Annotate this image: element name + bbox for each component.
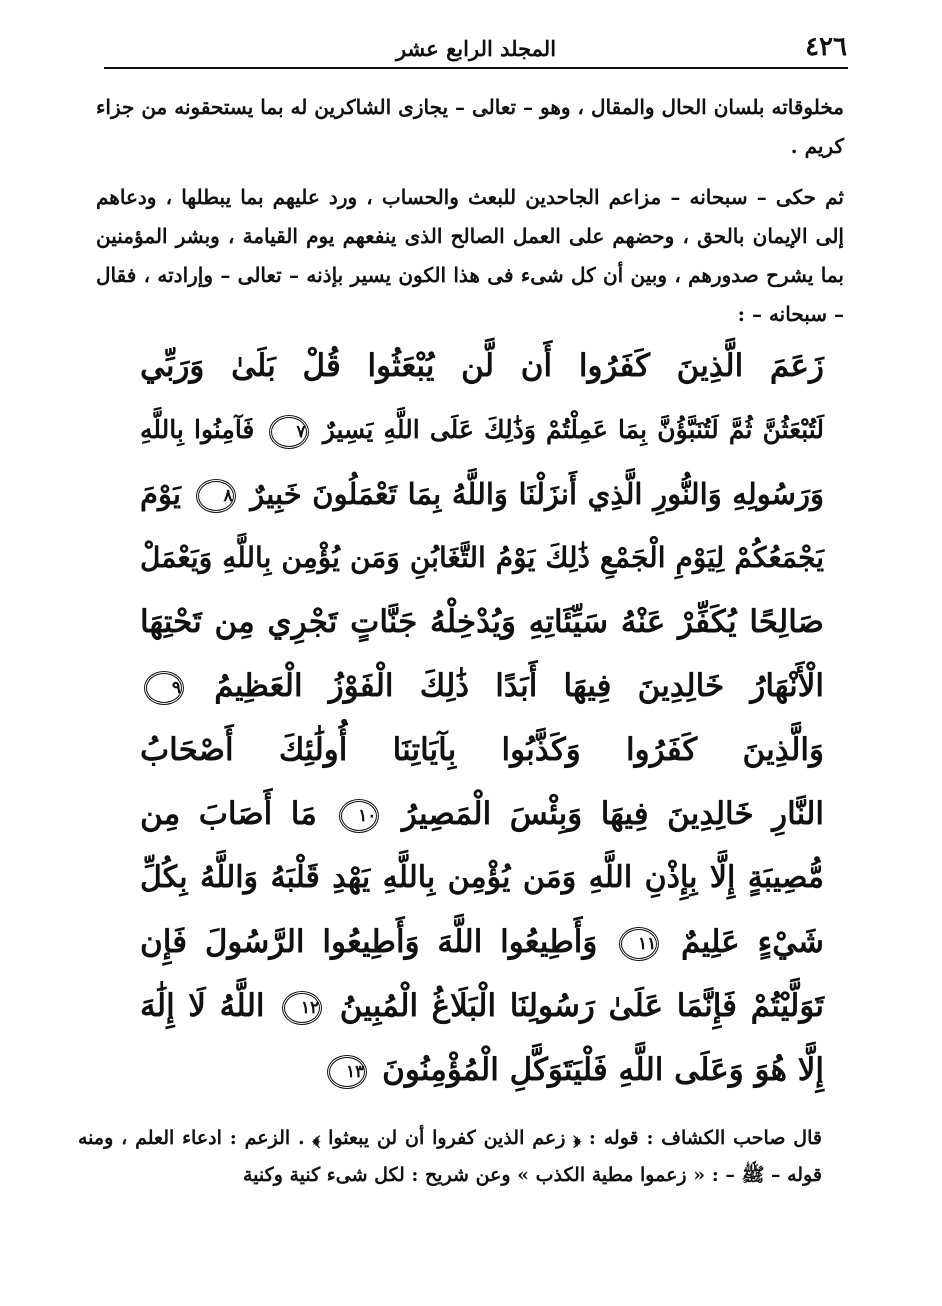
verse-text: إِلَّا هُوَ وَعَلَى اللَّهِ فَلْيَتَوَكَّلِ الْمُؤْمِنُونَ: [382, 1052, 824, 1088]
intro-paragraph-1: مخلوقاته بلسان الحال والمقال ، وهو – تعالى – يجازى الشاكرين له بما يستحقونه من جزاء كريم .: [96, 95, 844, 158]
verse-line: [140, 1038, 824, 1102]
verse-text-continued: فَآمِنُوا بِاللَّهِ: [140, 415, 255, 444]
verse-text: شَيْءٍ عَلِيمٌ: [681, 924, 825, 960]
verse-line: [140, 654, 824, 718]
verse-text: يَجْمَعُكُمْ لِيَوْمِ الْجَمْعِ ذَٰلِكَ يَوْمُ التَّغَابُنِ وَمَن يُؤْمِن بِاللَّهِ وَيَعْمَلْ: [140, 541, 824, 574]
verse-text: صَالِحًا يُكَفِّرْ عَنْهُ سَيِّئَاتِهِ وَيُدْخِلْهُ جَنَّاتٍ تَجْرِي مِن تَحْتِهَا: [140, 604, 824, 640]
ayah-number-marker: ٨: [196, 479, 236, 513]
verse-line: [140, 782, 824, 846]
verse-text-continued: يَوْمَ: [140, 477, 182, 511]
verse-text: زَعَمَ الَّذِينَ كَفَرُوا أَن لَّن يُبْعَثُوا قُلْ بَلَىٰ وَرَبِّي: [140, 348, 824, 384]
verse-text: الْأَنْهَارُ خَالِدِينَ فِيهَا أَبَدًا ذَٰلِكَ الْفَوْزُ الْعَظِيمُ: [214, 668, 824, 704]
commentary-footnote: قال صاحب الكشاف : قوله : ﴿ زعم الذين كفروا أن لن يبعثوا ﴾ . الزعم : ادعاء العلم ، ومنه قوله – ﷺ – : « زعموا مطية الكذب » وعن شريح : لكل شىء كنية وكنية: [78, 1127, 822, 1186]
verse-text: لَتُبْعَثُنَّ ثُمَّ لَتُنَبَّؤُنَّ بِمَا عَمِلْتُمْ وَذَٰلِكَ عَلَى اللَّهِ يَسِيرٌ: [322, 415, 824, 444]
page-header: [105, 30, 847, 68]
ayah-number-marker: ١٣: [327, 1055, 367, 1089]
ayah-number-marker: ٧: [269, 415, 309, 449]
ayah-number-marker: ٩: [144, 671, 184, 705]
ayah-number-marker: ١٢: [282, 991, 322, 1025]
verse-text: وَرَسُولِهِ وَالنُّورِ الَّذِي أَنزَلْنَا وَاللَّهُ بِمَا تَعْمَلُونَ خَبِيرٌ: [250, 477, 824, 511]
intro-paragraph-2: ثم حكى – سبحانه – مزاعم الجاحدين للبعث والحساب ، ورد عليهم بما يبطلها ، ودعاهم إلى الإيمان بالحق ، وحضهم على العمل الصالح الذى ينفعهم يوم القيامة ، وبشر المؤمنين بما يشرح صدورهم ، وبين أن كل شىء فى هذا الكون يسير بإذنه – تعالى – وإرادته ، فقال – سبحانه – :: [96, 185, 844, 326]
header-rule: [104, 67, 848, 69]
verse-line: [140, 846, 824, 910]
verse-line: [140, 910, 824, 974]
ayah-number-marker: ١١: [619, 927, 659, 961]
verse-text-continued: مَا أَصَابَ مِن: [140, 796, 317, 832]
verse-text-continued: اللَّهُ لَا إِلَٰهَ: [140, 988, 265, 1024]
verse-text: تَوَلَّيْتُمْ فَإِنَّمَا عَلَىٰ رَسُولِنَا الْبَلَاغُ الْمُبِينُ: [339, 988, 825, 1024]
page-number: ٤٢٦: [805, 32, 847, 62]
verse-text: وَالَّذِينَ كَفَرُوا وَكَذَّبُوا بِآيَاتِنَا أُولَٰئِكَ أَصْحَابُ: [140, 732, 824, 768]
volume-title: المجلد الرابع عشر: [395, 36, 557, 61]
verse-line: [140, 398, 824, 462]
quran-verses-block: [140, 334, 824, 1102]
verse-line: [140, 526, 824, 590]
verse-line: [140, 590, 824, 654]
verse-text: النَّارِ خَالِدِينَ فِيهَا وَبِئْسَ الْمَصِيرُ: [401, 796, 824, 832]
verse-text: مُّصِيبَةٍ إِلَّا بِإِذْنِ اللَّهِ وَمَن يُؤْمِن بِاللَّهِ يَهْدِ قَلْبَهُ وَاللَّهُ بِكُلِّ: [140, 860, 824, 895]
verse-line: [140, 334, 824, 398]
verse-line: [140, 718, 824, 782]
verse-text-continued: وَأَطِيعُوا اللَّهَ وَأَطِيعُوا الرَّسُولَ فَإِن: [140, 924, 598, 960]
ayah-number-marker: ١٠: [339, 799, 379, 833]
verse-line: [140, 462, 824, 526]
verse-line: [140, 974, 824, 1038]
